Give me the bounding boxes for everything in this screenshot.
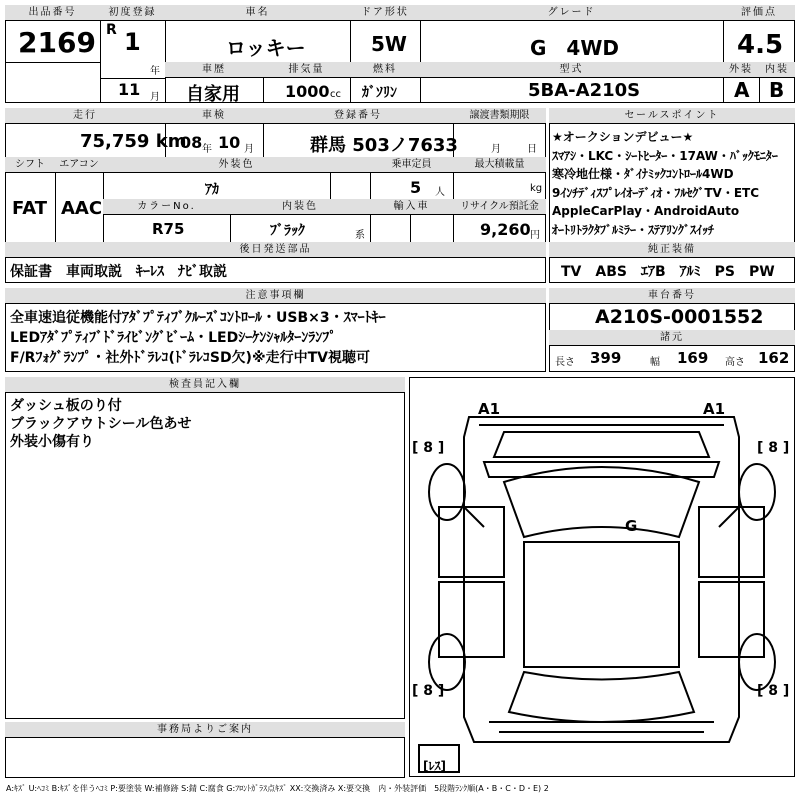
load-unit: kg [530,183,543,194]
score: 4.5 [737,30,784,60]
chassis-label: 車台番号 [549,288,795,304]
length-label: 長さ [555,357,575,368]
equipment-text: TV ABS ｴｱB ｱﾙﾐ PS PW [561,264,775,280]
length-value: 399 [590,349,622,367]
plate-number: 群馬 503ノ7633 [310,135,458,156]
fuel: ｶﾞｿﾘﾝ [362,85,397,101]
recycle-label: リサイクル預託金 [453,199,546,215]
mileage: 75,759 km [80,131,187,152]
door-type: 5W [371,32,407,56]
capacity: 5 [410,178,422,197]
reg-year: 1 [124,28,141,56]
sales-point-line: ｵｰﾄﾘﾄﾗｸﾀﾌﾞﾙﾐﾗｰ・ｽﾃｱﾘﾝｸﾞｽｲｯﾁ [552,222,715,237]
score-label: 評価点 [723,5,795,21]
inspector-line: 外装小傷有り [10,434,94,450]
sales-point-label: セールスポイント [549,108,795,124]
int-color-label: 内装色 [230,199,370,215]
exterior-grade: A [734,78,750,102]
lot-number: 2169 [18,26,96,59]
rear-left-tire: [ 8 ] [412,683,445,699]
width-label: 幅 [650,357,660,368]
inspector-line: ダッシュ板のり付 [10,398,122,414]
front-right-tire: [ 8 ] [757,440,790,456]
chassis-number: A210S-0001552 [595,306,764,328]
grade: G 4WD [530,36,619,60]
sales-point-line: 寒冷地仕様・ﾀﾞｲﾅﾐｯｸｺﾝﾄﾛｰﾙ4WD [552,167,734,181]
ac-label: エアコン [55,157,103,173]
equipment-label: 純正装備 [549,242,795,258]
a1-right-mark: A1 [703,400,726,418]
height-value: 162 [758,349,790,367]
spare-tire: [ﾚｽ] [423,759,446,773]
dims-label: 諸元 [549,330,795,346]
front-left-tire: [ 8 ] [412,440,445,456]
era: R [106,22,117,38]
mileage-label: 走行 [5,108,165,124]
fuel-label: 燃料 [350,62,420,78]
displacement-label: 排気量 [263,62,350,78]
inspector-label: 検査員記入欄 [5,377,405,393]
inspection-year-unit: 年 [202,144,212,155]
door-label: ドア形状 [350,5,420,21]
later-parts-text: 保証書 車両取説 ｷｰﾚｽ ﾅﾋﾞ取説 [10,264,227,280]
height-label: 高さ [725,357,745,368]
notes-line: LEDｱﾀﾞﾌﾟﾃｨﾌﾞﾄﾞﾗｲﾋﾞﾝｸﾞﾋﾞｰﾑ・LEDｼｰｹﾝｼｬﾙﾀｰﾝﾗﾝﾌﾟ [10,330,337,346]
transfer-day-unit: 日 [527,144,537,155]
color-label: 外装色 [103,157,370,173]
displacement-unit: cc [330,89,341,100]
air-conditioner: AAC [61,198,103,219]
car-diagram [409,377,795,777]
lot-number-label: 出品番号 [5,5,100,21]
int-color-unit: 系 [355,230,365,241]
inspection-year: 08 [180,133,203,152]
plate-label: 登録番号 [263,108,453,124]
history-label: 車歴 [165,62,263,78]
a1-left-mark: A1 [478,400,501,418]
rear-right-tire: [ 8 ] [757,683,790,699]
color-number: R75 [152,220,185,238]
displacement: 1000 [285,82,330,101]
inspector-line: ブラックアウトシール色あせ [10,416,192,432]
capacity-label: 乗車定員 [370,157,453,173]
model-label: 型式 [420,62,723,78]
transfer-month-unit: 月 [491,144,501,155]
glass-mark: G [625,517,638,535]
inspection-label: 車検 [165,108,263,124]
capacity-unit: 人 [435,187,445,198]
recycle-unit: 円 [530,230,540,241]
body-color: ｱｶ [205,182,219,198]
model: 5BA-A210S [528,80,641,101]
legend: A:ｷｽﾞ U:ﾍｺﾐ B:ｷｽﾞを伴うﾍｺﾐ P:要塗装 W:補修跡 S:錆 C:腐食 G:ﾌﾛﾝﾄｶﾞﾗｽ点ｷｽﾞ XX:交換済み X:要交換 内・外装評価 5段階ﾗﾝｸ順(A・B・C・D・E) 2 [6,784,549,793]
sales-point-line: ★オークションデビュー★ [552,130,694,144]
width-value: 169 [677,349,709,367]
sales-point-line: AppleCarPlay・AndroidAuto [552,204,740,218]
grade-label: グレード [420,5,723,21]
history: 自家用 [186,84,240,105]
car-name: ロッキー [226,36,306,60]
exterior-label: 外装 [723,62,759,78]
year-unit: 年 [150,66,160,77]
shift-label: シフト [5,157,55,173]
later-parts-label: 後日発送部品 [5,242,546,258]
recycle-fee: 9,260 [480,220,531,239]
month-unit: 月 [150,92,160,103]
sales-point-line: ｽﾏｱｼ・LKC・ｼｰﾄﾋｰﾀｰ・17AW・ﾊﾞｯｸﾓﾆﾀｰ [552,148,778,163]
shift: FAT [12,198,48,219]
transfer-label: 譲渡書類期限 [453,108,546,124]
interior-grade: B [769,78,785,102]
sales-point-line: 9ｲﾝﾁﾃﾞｨｽﾌﾟﾚｲｵｰﾃﾞｨｵ・ﾌﾙｾｸﾞTV・ETC [552,185,760,200]
first-reg-label: 初度登録 [100,5,165,21]
office-label: 事務局よりご案内 [5,722,405,738]
inspection-month: 10 [218,133,241,152]
reg-month: 11 [118,80,141,99]
load-label: 最大積載量 [453,157,546,173]
inspection-month-unit: 月 [244,144,254,155]
notes-label: 注意事項欄 [5,288,546,304]
car-name-label: 車名 [165,5,350,21]
color-no-label: カラーNo. [103,199,230,215]
notes-line: 全車速追従機能付ｱﾀﾞﾌﾟﾃｨﾌﾞｸﾙｰｽﾞｺﾝﾄﾛｰﾙ・USB×3・ｽﾏｰﾄｷｰ [10,310,386,326]
interior-color: ﾌﾞﾗｯｸ [270,223,305,239]
notes-line: F/Rﾌｫｸﾞﾗﾝﾌﾟ・社外ﾄﾞﾗﾚｺ(ﾄﾞﾗﾚｺSD欠)※走行中TV視聴可 [10,350,370,366]
interior-label: 内装 [759,62,795,78]
import-label: 輸入車 [370,199,453,215]
